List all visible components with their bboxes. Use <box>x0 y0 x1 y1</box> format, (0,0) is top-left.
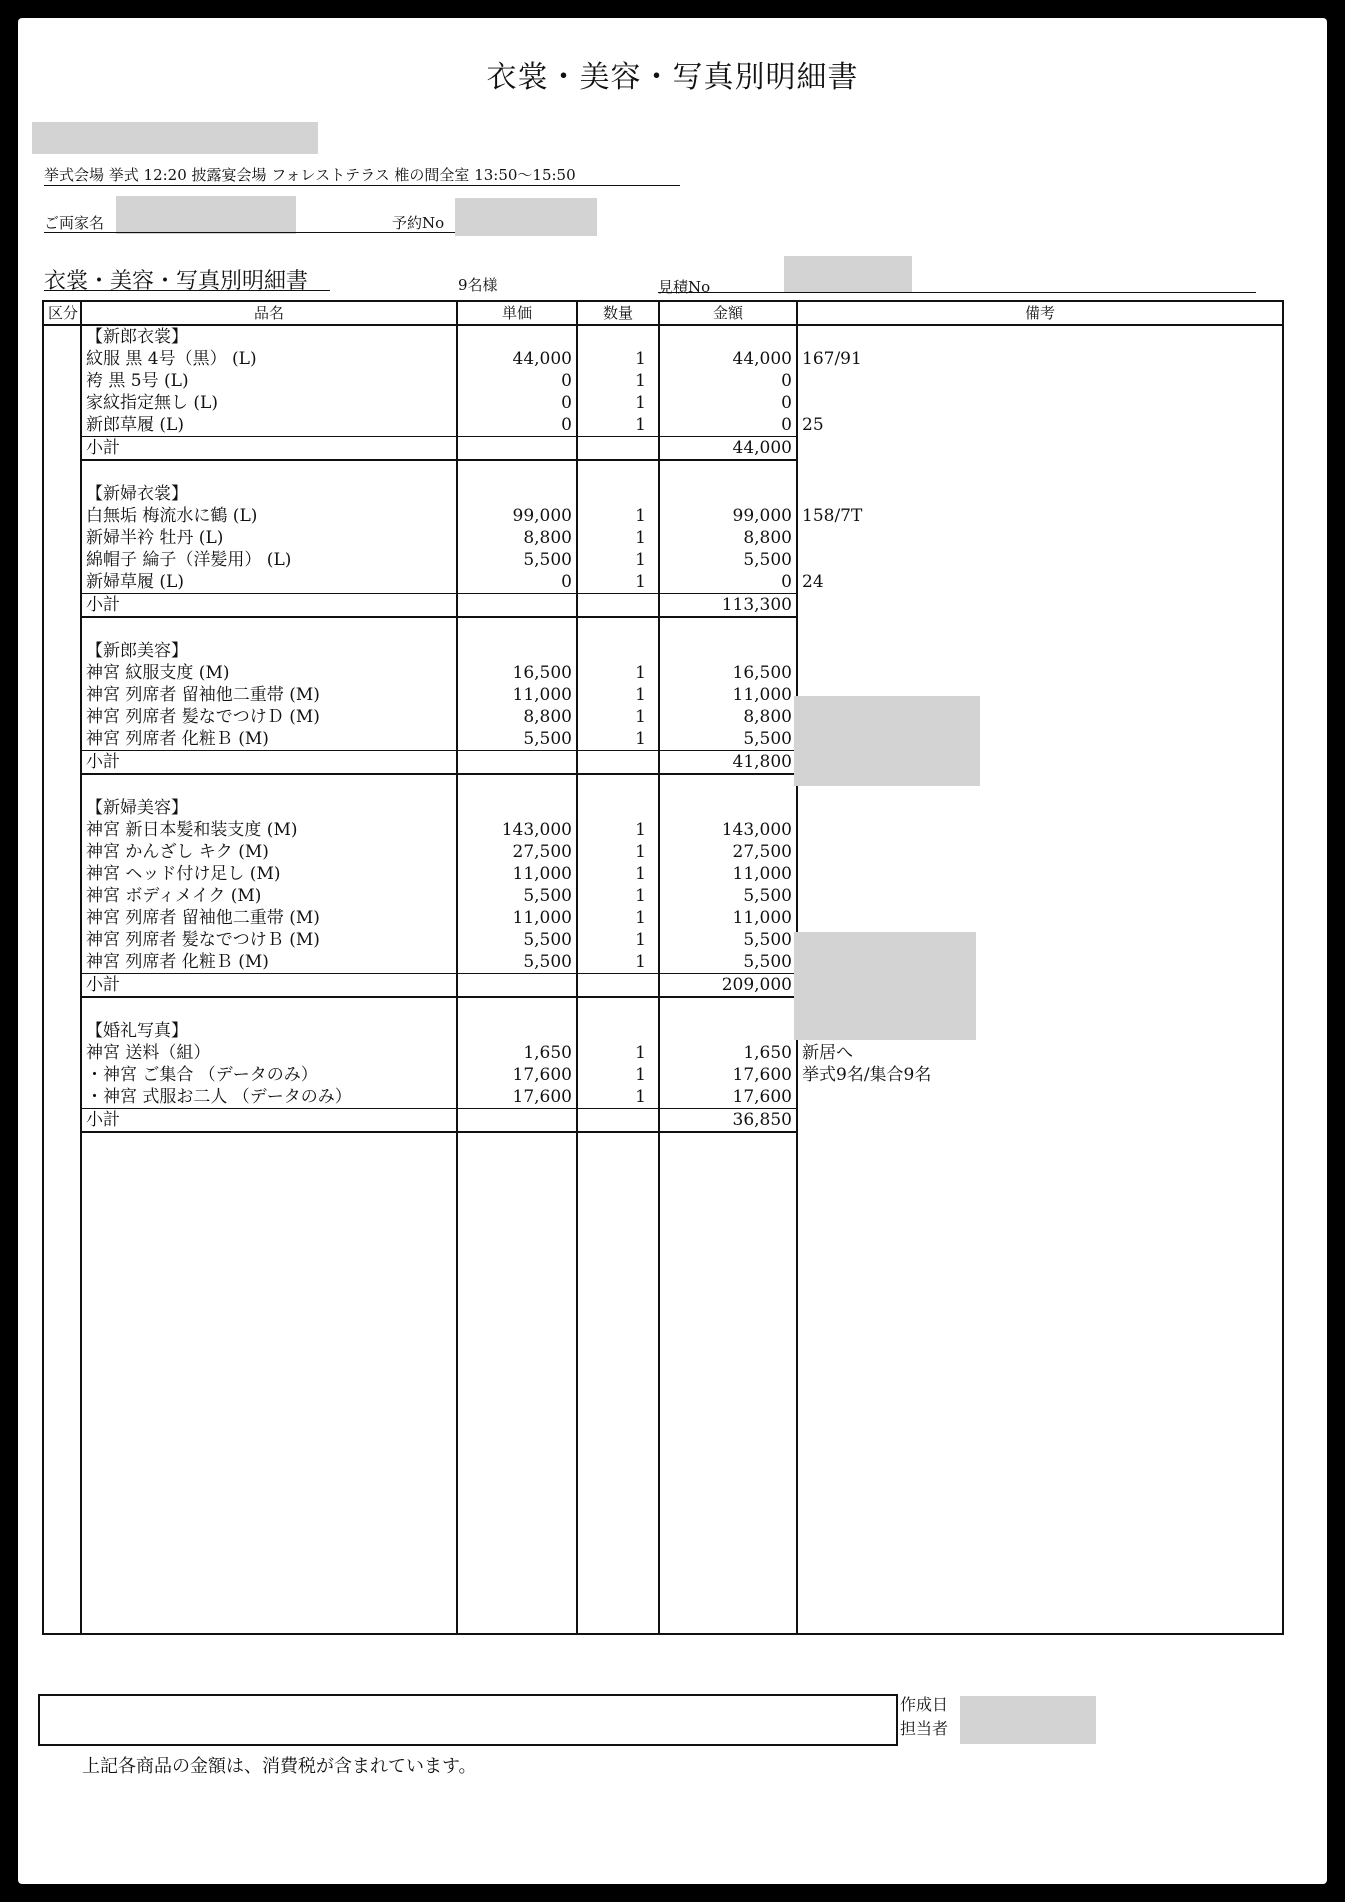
division-cell <box>43 751 81 775</box>
empty-cell <box>457 640 577 662</box>
spacer-cell <box>659 997 797 1020</box>
unit-price: 1,650 <box>457 1042 577 1064</box>
empty-cell <box>457 751 577 775</box>
amount: 0 <box>659 414 797 437</box>
quantity: 1 <box>577 885 659 907</box>
quantity: 1 <box>577 527 659 549</box>
section-heading-row <box>43 483 1283 505</box>
division-cell <box>43 527 81 549</box>
subtotal-row <box>43 437 1283 461</box>
item-name: 神宮 ヘッド付け足し (M) <box>81 863 457 885</box>
subtotal-label: 小計 <box>81 1109 457 1133</box>
subtotal-row <box>43 751 1283 775</box>
division-cell <box>43 974 81 998</box>
empty-cell <box>457 797 577 819</box>
quantity: 1 <box>577 370 659 392</box>
section-spacer <box>43 997 1283 1020</box>
unit-price: 5,500 <box>457 728 577 751</box>
empty-cell <box>457 483 577 505</box>
section-heading-row <box>43 640 1283 662</box>
table-row <box>43 684 1283 706</box>
empty-cell <box>797 1109 1283 1133</box>
item-name: 神宮 列席者 化粧Ｂ (M) <box>81 951 457 974</box>
amount: 5,500 <box>659 728 797 751</box>
reservation-label: 予約No <box>392 214 445 232</box>
spacer-cell <box>81 997 457 1020</box>
item-name: 神宮 新日本髪和装支度 (M) <box>81 819 457 841</box>
filler-cell <box>659 1132 797 1634</box>
subtitle-underline <box>44 290 330 291</box>
spacer-cell <box>43 460 81 483</box>
item-name: 綿帽子 綸子（洋髪用） (L) <box>81 549 457 571</box>
spacer-cell <box>81 460 457 483</box>
empty-cell <box>457 1109 577 1133</box>
amount: 16,500 <box>659 662 797 684</box>
unit-price: 16,500 <box>457 662 577 684</box>
unit-price: 143,000 <box>457 819 577 841</box>
note <box>797 841 1283 863</box>
empty-cell <box>577 594 659 618</box>
empty-cell <box>577 1109 659 1133</box>
amount: 11,000 <box>659 863 797 885</box>
unit-price: 8,800 <box>457 527 577 549</box>
quantity: 1 <box>577 706 659 728</box>
division-cell <box>43 706 81 728</box>
table-row <box>43 370 1283 392</box>
amount: 44,000 <box>659 348 797 370</box>
redacted-note-groom-beauty <box>794 696 980 786</box>
division-cell <box>43 1020 81 1042</box>
table-row <box>43 1086 1283 1109</box>
division-cell <box>43 885 81 907</box>
division-cell <box>43 392 81 414</box>
subtotal-label: 小計 <box>81 437 457 461</box>
header-item: 品名 <box>81 301 457 325</box>
note <box>797 885 1283 907</box>
unit-price: 5,500 <box>457 951 577 974</box>
division-cell <box>43 571 81 594</box>
amount: 27,500 <box>659 841 797 863</box>
estimate-underline <box>658 292 1256 293</box>
quantity: 1 <box>577 571 659 594</box>
unit-price: 5,500 <box>457 549 577 571</box>
division-cell <box>43 929 81 951</box>
quantity: 1 <box>577 951 659 974</box>
created-label: 作成日 <box>900 1695 949 1714</box>
item-name: 新婦半衿 牡丹 (L) <box>81 527 457 549</box>
spacer-cell <box>797 460 1283 483</box>
note <box>797 907 1283 929</box>
section-heading: 【新郎美容】 <box>81 640 457 662</box>
amount: 5,500 <box>659 549 797 571</box>
note <box>797 863 1283 885</box>
division-cell <box>43 1064 81 1086</box>
item-name: ・神宮 式服お二人 （データのみ） <box>81 1086 457 1109</box>
redacted-name-block <box>32 122 318 154</box>
table-row <box>43 728 1283 751</box>
subtotal-row <box>43 1109 1283 1133</box>
quantity: 1 <box>577 392 659 414</box>
quantity: 1 <box>577 819 659 841</box>
division-cell <box>43 370 81 392</box>
item-name: 神宮 ボディメイク (M) <box>81 885 457 907</box>
guest-count: 9名様 <box>458 276 498 294</box>
unit-price: 8,800 <box>457 706 577 728</box>
quantity: 1 <box>577 929 659 951</box>
table-row <box>43 863 1283 885</box>
spacer-cell <box>81 617 457 640</box>
division-cell <box>43 1042 81 1064</box>
unit-price: 5,500 <box>457 885 577 907</box>
subtotal-amount: 36,850 <box>659 1109 797 1133</box>
division-cell <box>43 1086 81 1109</box>
empty-cell <box>797 325 1283 348</box>
note <box>797 1086 1283 1109</box>
division-cell <box>43 797 81 819</box>
filler-cell <box>797 1132 1283 1634</box>
section-spacer <box>43 460 1283 483</box>
section-spacer <box>43 774 1283 797</box>
empty-cell <box>797 797 1283 819</box>
document-title: 衣裳・美容・写真別明細書 <box>486 60 859 95</box>
division-cell <box>43 348 81 370</box>
detail-body <box>43 325 1283 1634</box>
note <box>797 662 1283 684</box>
spacer-cell <box>659 774 797 797</box>
amount: 99,000 <box>659 505 797 527</box>
table-row <box>43 527 1283 549</box>
section-spacer <box>43 617 1283 640</box>
amount: 11,000 <box>659 907 797 929</box>
quantity: 1 <box>577 907 659 929</box>
amount: 0 <box>659 392 797 414</box>
subtotal-amount: 209,000 <box>659 974 797 998</box>
empty-cell <box>797 437 1283 461</box>
item-name: 神宮 列席者 化粧Ｂ (M) <box>81 728 457 751</box>
subtotal-label: 小計 <box>81 594 457 618</box>
section-heading: 【新郎衣裳】 <box>81 325 457 348</box>
detail-table <box>42 300 1284 1635</box>
quantity: 1 <box>577 505 659 527</box>
note: 167/91 <box>797 348 1283 370</box>
note <box>797 370 1283 392</box>
item-name: 袴 黒 5号 (L) <box>81 370 457 392</box>
subtotal-row <box>43 974 1283 998</box>
table-row <box>43 348 1283 370</box>
quantity: 1 <box>577 863 659 885</box>
table-row <box>43 571 1283 594</box>
division-cell <box>43 414 81 437</box>
note: 挙式9名/集合9名 <box>797 1064 1283 1086</box>
estimate-label: 見積No <box>658 278 711 296</box>
redacted-note-bride-beauty <box>794 932 976 1040</box>
redacted-created-staff <box>960 1696 1096 1744</box>
unit-price: 11,000 <box>457 684 577 706</box>
unit-price: 27,500 <box>457 841 577 863</box>
spacer-cell <box>43 997 81 1020</box>
section-heading-row <box>43 1020 1283 1042</box>
unit-price: 99,000 <box>457 505 577 527</box>
spacer-cell <box>797 617 1283 640</box>
unit-price: 0 <box>457 392 577 414</box>
note: 24 <box>797 571 1283 594</box>
section-heading: 【婚礼写真】 <box>81 1020 457 1042</box>
division-cell <box>43 684 81 706</box>
remarks-box <box>38 1694 898 1746</box>
unit-price: 17,600 <box>457 1086 577 1109</box>
amount: 5,500 <box>659 885 797 907</box>
empty-cell <box>797 483 1283 505</box>
empty-cell <box>457 974 577 998</box>
note <box>797 392 1283 414</box>
filler-cell <box>577 1132 659 1634</box>
division-cell <box>43 437 81 461</box>
spacer-cell <box>457 617 577 640</box>
division-cell <box>43 325 81 348</box>
redacted-reservation-no <box>455 198 597 236</box>
unit-price: 11,000 <box>457 863 577 885</box>
header-division: 区分 <box>43 301 81 325</box>
division-cell <box>43 505 81 527</box>
empty-cell <box>659 640 797 662</box>
division-cell <box>43 819 81 841</box>
item-name: 白無垢 梅流水に鶴 (L) <box>81 505 457 527</box>
quantity: 1 <box>577 1064 659 1086</box>
division-cell <box>43 951 81 974</box>
spacer-cell <box>43 774 81 797</box>
empty-cell <box>457 437 577 461</box>
amount: 0 <box>659 571 797 594</box>
item-name: ・神宮 ご集合 （データのみ） <box>81 1064 457 1086</box>
division-cell <box>43 907 81 929</box>
empty-cell <box>457 594 577 618</box>
empty-cell <box>457 325 577 348</box>
table-row <box>43 662 1283 684</box>
note <box>797 549 1283 571</box>
section-heading: 【新婦衣裳】 <box>81 483 457 505</box>
spacer-cell <box>659 617 797 640</box>
subtitle: 衣裳・美容・写真別明細書 <box>44 269 309 294</box>
division-cell <box>43 841 81 863</box>
spacer-cell <box>81 774 457 797</box>
unit-price: 0 <box>457 414 577 437</box>
note <box>797 527 1283 549</box>
table-row <box>43 1064 1283 1086</box>
amount: 0 <box>659 370 797 392</box>
filler-cell <box>43 1132 81 1634</box>
empty-cell <box>577 797 659 819</box>
amount: 11,000 <box>659 684 797 706</box>
quantity: 1 <box>577 662 659 684</box>
amount: 5,500 <box>659 951 797 974</box>
table-row <box>43 1042 1283 1064</box>
document-page <box>18 18 1327 1884</box>
section-heading-row <box>43 797 1283 819</box>
filler-cell <box>457 1132 577 1634</box>
subtotal-amount: 113,300 <box>659 594 797 618</box>
header-note: 備考 <box>797 301 1283 325</box>
quantity: 1 <box>577 549 659 571</box>
unit-price: 5,500 <box>457 929 577 951</box>
spacer-cell <box>457 997 577 1020</box>
subtotal-row <box>43 594 1283 618</box>
table-row <box>43 819 1283 841</box>
division-cell <box>43 549 81 571</box>
staff-label: 担当者 <box>900 1719 949 1738</box>
quantity: 1 <box>577 1086 659 1109</box>
item-name: 家紋指定無し (L) <box>81 392 457 414</box>
quantity: 1 <box>577 728 659 751</box>
table-row <box>43 907 1283 929</box>
amount: 143,000 <box>659 819 797 841</box>
filler-row <box>43 1132 1283 1634</box>
filler-cell <box>81 1132 457 1634</box>
empty-cell <box>577 640 659 662</box>
note <box>797 819 1283 841</box>
tax-footnote: 上記各商品の金額は、消費税が含まれています。 <box>82 1756 477 1777</box>
division-cell <box>43 1109 81 1133</box>
subtotal-label: 小計 <box>81 974 457 998</box>
empty-cell <box>577 974 659 998</box>
note: 新居へ <box>797 1042 1283 1064</box>
amount: 5,500 <box>659 929 797 951</box>
spacer-cell <box>577 460 659 483</box>
item-name: 新婦草履 (L) <box>81 571 457 594</box>
section-heading: 【新婦美容】 <box>81 797 457 819</box>
table-row <box>43 549 1283 571</box>
section-heading-row <box>43 325 1283 348</box>
header-unit-price: 単価 <box>457 301 577 325</box>
quantity: 1 <box>577 414 659 437</box>
empty-cell <box>659 483 797 505</box>
header-qty: 数量 <box>577 301 659 325</box>
item-name: 神宮 紋服支度 (M) <box>81 662 457 684</box>
spacer-cell <box>577 774 659 797</box>
spacer-cell <box>43 617 81 640</box>
subtotal-amount: 44,000 <box>659 437 797 461</box>
quantity: 1 <box>577 684 659 706</box>
item-name: 神宮 かんざし キク (M) <box>81 841 457 863</box>
spacer-cell <box>577 997 659 1020</box>
table-row <box>43 706 1283 728</box>
division-cell <box>43 728 81 751</box>
spacer-cell <box>577 617 659 640</box>
empty-cell <box>577 483 659 505</box>
spacer-cell <box>457 460 577 483</box>
quantity: 1 <box>577 841 659 863</box>
item-name: 神宮 列席者 留袖他二重帯 (M) <box>81 907 457 929</box>
redacted-family-name <box>116 196 296 234</box>
division-cell <box>43 594 81 618</box>
header-amount: 金額 <box>659 301 797 325</box>
item-name: 神宮 列席者 留袖他二重帯 (M) <box>81 684 457 706</box>
item-name: 紋服 黒 4号（黒） (L) <box>81 348 457 370</box>
spacer-cell <box>457 774 577 797</box>
amount: 8,800 <box>659 706 797 728</box>
table-row <box>43 885 1283 907</box>
division-cell <box>43 662 81 684</box>
family-label: ご両家名 <box>44 214 105 232</box>
amount: 8,800 <box>659 527 797 549</box>
spacer-cell <box>659 460 797 483</box>
unit-price: 44,000 <box>457 348 577 370</box>
unit-price: 0 <box>457 571 577 594</box>
table-row <box>43 414 1283 437</box>
table-header-row <box>43 301 1283 325</box>
table-row <box>43 505 1283 527</box>
quantity: 1 <box>577 348 659 370</box>
unit-price: 0 <box>457 370 577 392</box>
empty-cell <box>659 1020 797 1042</box>
empty-cell <box>659 797 797 819</box>
empty-cell <box>797 594 1283 618</box>
table-row <box>43 392 1283 414</box>
amount: 17,600 <box>659 1064 797 1086</box>
table-row <box>43 841 1283 863</box>
division-cell <box>43 863 81 885</box>
venue-line: 挙式会場 挙式 12:20 披露宴会場 フォレストテラス 椎の間全室 13:50〜15:50 <box>44 164 680 186</box>
table-row <box>43 929 1283 951</box>
item-name: 神宮 送料（組） <box>81 1042 457 1064</box>
division-cell <box>43 483 81 505</box>
division-cell <box>43 640 81 662</box>
unit-price: 17,600 <box>457 1064 577 1086</box>
empty-cell <box>577 751 659 775</box>
item-name: 神宮 列席者 髪なでつけＢ (M) <box>81 929 457 951</box>
empty-cell <box>659 325 797 348</box>
item-name: 新郎草履 (L) <box>81 414 457 437</box>
table-row <box>43 951 1283 974</box>
subtotal-label: 小計 <box>81 751 457 775</box>
redacted-estimate-no <box>784 256 912 292</box>
empty-cell <box>797 640 1283 662</box>
empty-cell <box>457 1020 577 1042</box>
item-name: 神宮 列席者 髪なでつけＤ (M) <box>81 706 457 728</box>
amount: 1,650 <box>659 1042 797 1064</box>
amount: 17,600 <box>659 1086 797 1109</box>
unit-price: 11,000 <box>457 907 577 929</box>
empty-cell <box>577 1020 659 1042</box>
note: 158/7T <box>797 505 1283 527</box>
empty-cell <box>577 325 659 348</box>
quantity: 1 <box>577 1042 659 1064</box>
note: 25 <box>797 414 1283 437</box>
subtotal-amount: 41,800 <box>659 751 797 775</box>
empty-cell <box>577 437 659 461</box>
